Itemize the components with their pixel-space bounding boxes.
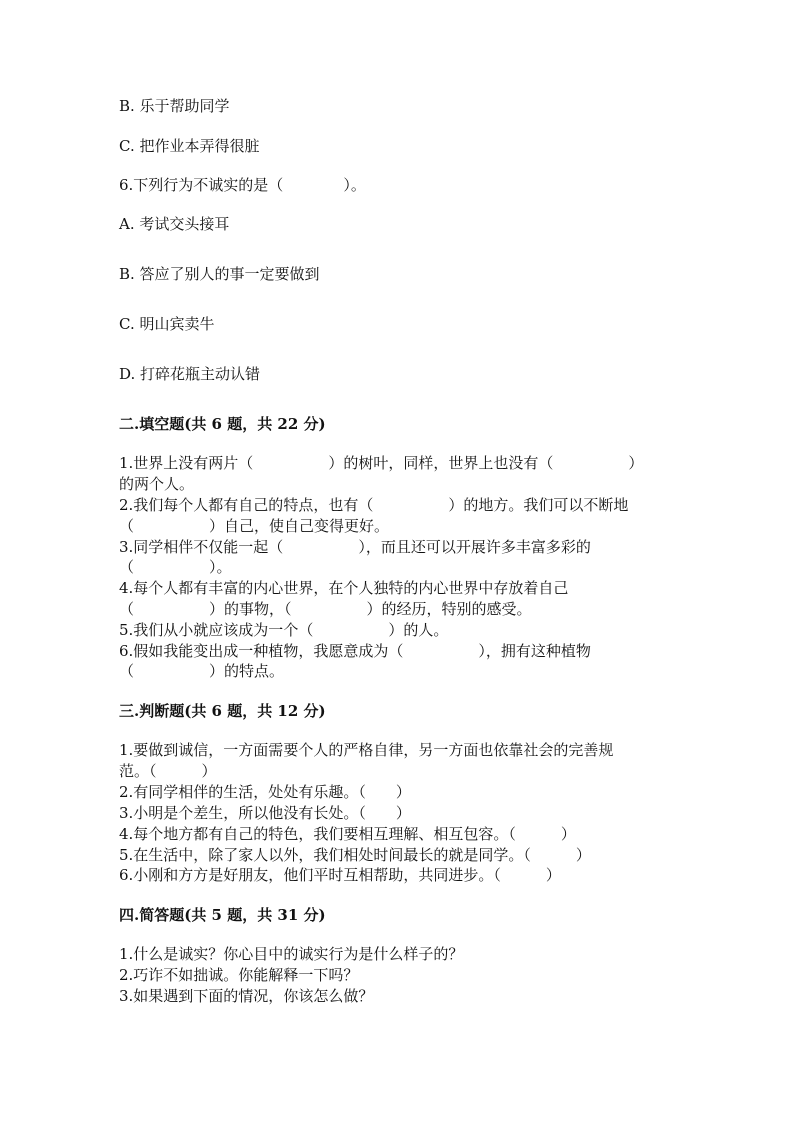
judge-q3: 3.小明是个差生，所以他没有长处。（ ） [119,804,411,822]
section-heading-short-answer: 四.简答题(共 5 题，共 31 分) [119,906,326,924]
short-q3: 3.如果遇到下面的情况，你该怎么做？ [119,987,374,1005]
option-b-keep-promise: B. 答应了别人的事一定要做到 [119,265,320,283]
fill-q5: 5.我们从小就应该成为一个（ ）的人。 [119,621,449,639]
option-b-help-classmates: B. 乐于帮助同学 [119,97,230,115]
fill-q6-line2: （ ）的特点。 [119,662,285,680]
fill-q4-line1: 4.每个人都有丰富的内心世界，在个人独特的内心世界中存放着自己 [119,579,569,597]
section-heading-judgement: 三.判断题(共 6 题，共 12 分) [119,702,326,720]
fill-q4-line2: （ ）的事物，（ ）的经历，特别的感受。 [119,600,532,618]
fill-q2-line1: 2.我们每个人都有自己的特点，也有（ ）的地方。我们可以不断地 [119,496,629,514]
fill-q3-line1: 3.同学相伴不仅能一起（ ），而且还可以开展许多丰富多彩的 [119,538,591,556]
judge-q1-line2: 范。（ ） [119,762,217,780]
judge-q6: 6.小刚和方方是好朋友，他们平时互相帮助，共同进步。（ ） [119,866,561,884]
judge-q2: 2.有同学相伴的生活，处处有乐趣。（ ） [119,783,411,801]
option-a-exam-whisper: A. 考试交头接耳 [119,215,230,233]
judge-q4: 4.每个地方都有自己的特色，我们要相互理解、相互包容。（ ） [119,825,576,843]
option-c-ming-shanbin: C. 明山宾卖牛 [119,315,215,333]
short-q1: 1.什么是诚实？你心目中的诚实行为是什么样子的？ [119,945,464,963]
short-q2: 2.巧诈不如拙诚。你能解释一下吗？ [119,966,359,984]
judge-q1-line1: 1.要做到诚信，一方面需要个人的严格自律，另一方面也依靠社会的完善规 [119,741,614,759]
option-d-admit-mistake: D. 打碎花瓶主动认错 [119,365,261,383]
judge-q5: 5.在生活中，除了家人以外，我们相处时间最长的就是同学。（ ） [119,846,591,864]
question-6: 6.下列行为不诚实的是（ ）。 [119,176,366,194]
fill-q2-line2: （ ）自己，使自己变得更好。 [119,517,390,535]
fill-q1-line1: 1.世界上没有两片（ ）的树叶，同样，世界上也没有（ ） [119,454,644,472]
section-heading-fill-blank: 二.填空题(共 6 题，共 22 分) [119,415,326,433]
fill-q3-line2: （ ）。 [119,558,232,576]
option-c-dirty-homework: C. 把作业本弄得很脏 [119,137,260,155]
fill-q6-line1: 6.假如我能变出成一种植物，我愿意成为（ ），拥有这种植物 [119,642,591,660]
fill-q1-line2: 的两个人。 [119,475,195,493]
